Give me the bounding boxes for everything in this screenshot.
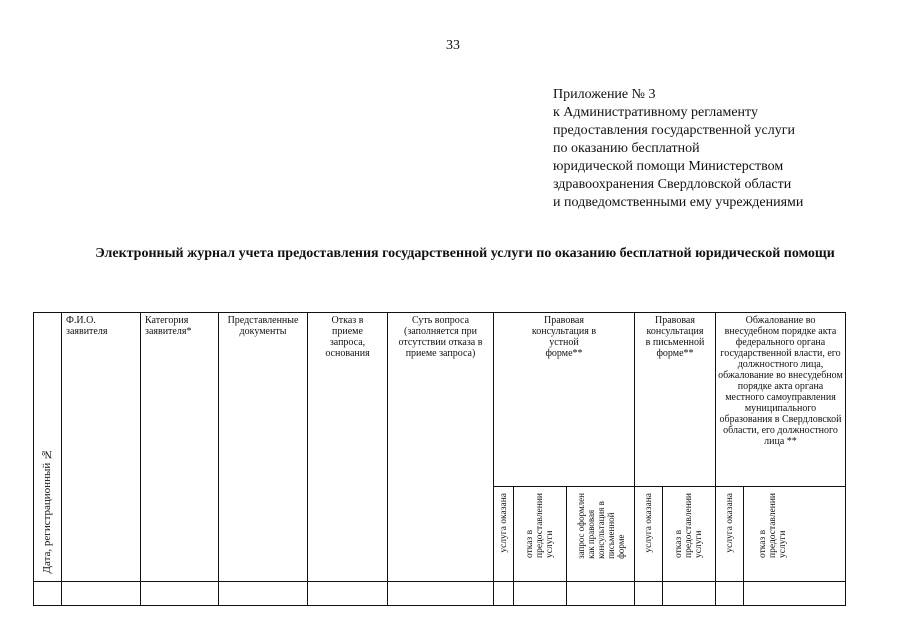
table-cell[interactable] (744, 582, 846, 606)
journal-table (33, 312, 846, 606)
table-cell[interactable] (62, 582, 141, 606)
table-cell[interactable] (514, 582, 567, 606)
subheader-written-refused (663, 486, 716, 581)
column-header-fio: Ф.И.О. заявителя (62, 313, 141, 582)
group-header-appeal: Обжалование во внесудебном порядке акта федерального органа государственной власти, его должностного лица, обжалование во внесудебном порядке акта органа местного самоуправления муниципального образования в Свердловской области, его должностного лица ** (716, 313, 846, 487)
subheader-oral-refused (514, 486, 567, 581)
subheader-label: услуга оказана (498, 492, 509, 553)
appendix-line: Приложение № 3 (553, 87, 656, 102)
appendix-line: и подведомственными ему учреждениями (553, 195, 804, 210)
subheader-label: отказ в предоставлении услуги (674, 492, 704, 558)
subheader-appeal-refused (744, 486, 846, 581)
subheader-written-provided (635, 486, 663, 581)
appendix-line: здравоохранения Свердловской области (553, 177, 792, 192)
appendix-line: юридической помощи Министерством (553, 159, 784, 174)
column-header-essence: Суть вопроса (заполняется при отсутствии отказа в приеме запроса) (388, 313, 494, 582)
column-header-date-label: Дата, регистрационный № (41, 447, 53, 573)
subheader-label: отказ в предоставлении услуги (525, 492, 555, 558)
column-header-category: Категория заявителя* (141, 313, 219, 582)
table-cell[interactable] (388, 582, 494, 606)
subheader-label: отказ в предоставлении услуги (758, 492, 788, 558)
subheader-oral-written-request (567, 486, 635, 581)
column-header-date (34, 313, 62, 582)
table-cell[interactable] (663, 582, 716, 606)
appendix-line: предоставления государственной услуги (553, 123, 795, 138)
subheader-appeal-provided (716, 486, 744, 581)
table-cell[interactable] (219, 582, 308, 606)
subheader-oral-provided (494, 486, 514, 581)
table-cell[interactable] (716, 582, 744, 606)
group-header-oral: Правовая консультация в устной форме** (494, 313, 635, 487)
subheader-label: услуга оказана (643, 492, 654, 553)
group-header-written: Правовая консультация в письменной форме** (635, 313, 716, 487)
table-row-empty (34, 582, 846, 606)
subheader-label: услуга оказана (724, 492, 735, 553)
table-cell[interactable] (567, 582, 635, 606)
column-header-documents: Представленные документы (219, 313, 308, 582)
table-cell[interactable] (635, 582, 663, 606)
subheader-label: запрос оформлен как правовая консультация в письменной форме (575, 492, 626, 559)
appendix-line: к Административному регламенту (553, 105, 758, 120)
appendix-line: по оказанию бесплатной (553, 141, 700, 156)
table-cell[interactable] (34, 582, 62, 606)
page-number: 33 (446, 38, 460, 53)
table-cell[interactable] (141, 582, 219, 606)
document-title: Электронный журнал учета предоставления государственной услуги по оказанию бесплатной юридической помощи (95, 246, 835, 261)
table-cell[interactable] (494, 582, 514, 606)
column-header-refusal: Отказ в приеме запроса, основания (308, 313, 388, 582)
table-cell[interactable] (308, 582, 388, 606)
appendix-block (553, 86, 893, 212)
